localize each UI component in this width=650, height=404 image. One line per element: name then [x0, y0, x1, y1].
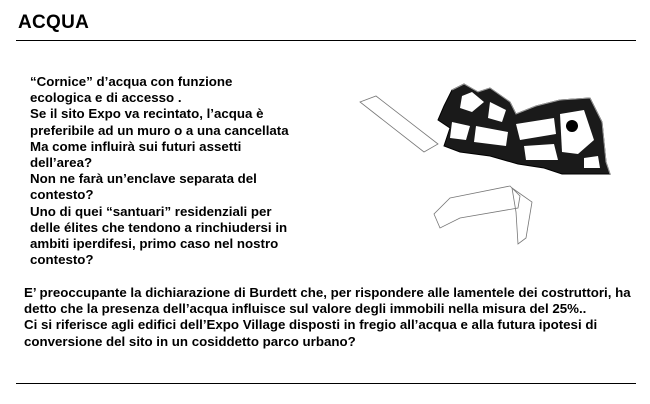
text-line: delle élites che tendono a rinchiudersi in [30, 219, 288, 235]
text-line: ecologica e di accesso . [30, 90, 182, 106]
site-outline-bottom-right [512, 188, 532, 244]
text-line: detto che la presenza dell’acqua influisce sul valore degli immobili nella misura del 25%.. [24, 301, 587, 317]
footer-divider [16, 383, 636, 384]
site-plan-dot [566, 120, 578, 132]
site-plan-inner [584, 156, 600, 168]
text-line: Non ne farà un’enclave separata del [30, 171, 257, 187]
text-line: Ma come influirà sui futuri assetti [30, 138, 242, 154]
site-plan-inner [524, 144, 558, 160]
site-plan-map [340, 62, 640, 262]
header-divider [16, 40, 636, 41]
text-line: preferibile ad un muro o a una cancellata [30, 122, 289, 138]
question-text-block [30, 74, 310, 268]
site-outline-left [360, 96, 438, 152]
commentary-text-block [24, 285, 634, 350]
site-outline-bottom [434, 186, 520, 228]
page-title: ACQUA [18, 12, 90, 33]
text-line: E’ preoccupante la dichiarazione di Burdett che, per rispondere alle lamentele dei costruttori, ha [24, 285, 631, 300]
text-line: ambiti iperdifesi, primo caso nel nostro [30, 236, 279, 252]
text-line: contesto? [30, 187, 94, 203]
text-line: Ci si riferisce agli edifici dell’Expo Village disposti in fregio all’acqua e alla futura ipotesi di [24, 317, 598, 333]
text-line: dell’area? [30, 155, 93, 171]
text-line: conversione del sito in un cosiddetto parco urbano? [24, 333, 356, 349]
text-line: contesto? [30, 252, 94, 268]
text-line: Se il sito Expo va recintato, l’acqua è [30, 106, 264, 122]
text-line: “Cornice” d’acqua con funzione [30, 74, 233, 89]
text-line: Uno di quei “santuari” residenziali per [30, 203, 272, 219]
